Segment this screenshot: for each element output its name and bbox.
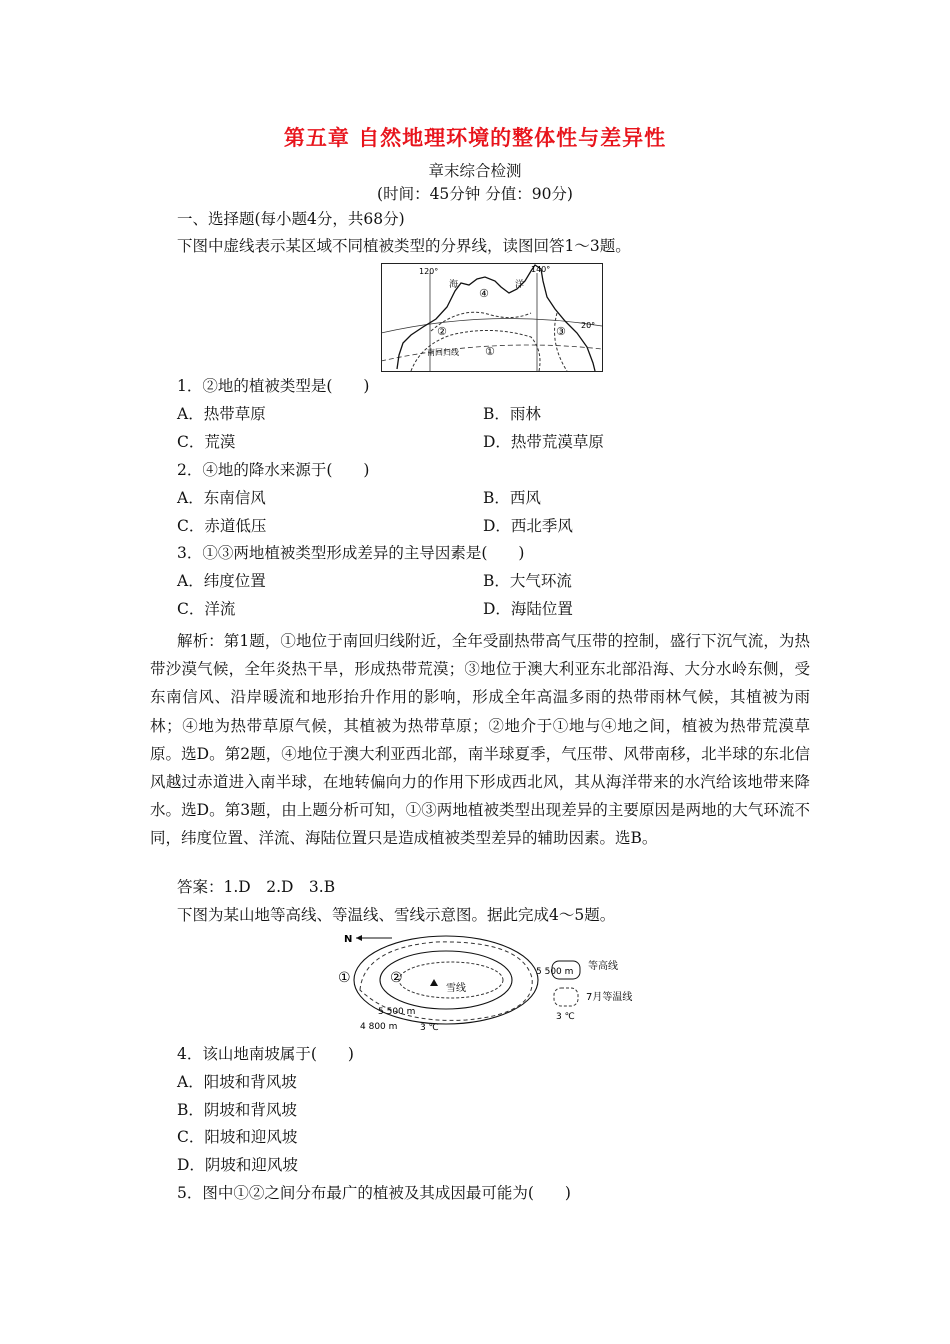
tropic-label: 南回归线: [427, 348, 459, 357]
lon-label-120: 120°: [419, 267, 439, 276]
isotherm-label: 3 ℃: [420, 1023, 439, 1033]
q2-stem: 2．④地的降水来源于( ): [177, 461, 370, 479]
q2-option-a: A．东南信风: [177, 489, 266, 507]
contour-4800-label: 4 800 m: [360, 1022, 398, 1032]
question-intro-2: 下图为某山地等高线、等温线、雪线示意图。据此完成4～5题。: [177, 906, 616, 924]
q2-option-c: C．赤道低压: [177, 517, 267, 535]
q4-option-b: B．阴坡和背风坡: [177, 1101, 297, 1119]
q3-option-d: D．海陆位置: [483, 600, 573, 618]
lat-label-20: 20°: [581, 321, 596, 330]
q4-stem: 4．该山地南坡属于( ): [177, 1045, 354, 1063]
contour-5500-label: 5 500 m: [378, 1007, 416, 1017]
sea-label: 海: [449, 280, 459, 290]
q2-option-d: D．西北季风: [483, 517, 573, 535]
peak-triangle-icon: [430, 979, 438, 986]
q4-option-d: D．阴坡和迎风坡: [177, 1156, 298, 1174]
north-label: N: [344, 934, 353, 945]
point-1-label: ①: [338, 970, 351, 986]
chapter-title: 第五章 自然地理环境的整体性与差异性: [283, 126, 667, 150]
point-4-label: ④: [479, 287, 489, 300]
legend-isotherm-value: 3 ℃: [556, 1012, 575, 1022]
lon-label-140: 140°: [531, 265, 551, 274]
q1-option-b: B．雨林: [483, 405, 541, 423]
subtitle: 章末综合检测: [428, 162, 522, 180]
answer-line: 答案：1.D 2.D 3.B: [177, 878, 336, 896]
q3-option-c: C．洋流: [177, 600, 236, 618]
q1-stem: 1．②地的植被类型是( ): [177, 377, 370, 395]
q4-option-a: A．阳坡和背风坡: [177, 1073, 297, 1091]
section-heading: 一、选择题(每小题4分，共68分): [177, 210, 405, 228]
australia-vegetation-map: [381, 263, 603, 372]
q5-stem: 5．图中①②之间分布最广的植被及其成因最可能为( ): [177, 1184, 571, 1202]
question-intro-1: 下图中虚线表示某区域不同植被类型的分界线，读图回答1～3题。: [177, 237, 631, 255]
time-info: (时间：45分钟 分值：90分): [377, 185, 573, 203]
legend-isotherm-label: 7月等温线: [586, 992, 633, 1003]
point-1-label: ①: [485, 345, 495, 358]
snowline-label: 雪线: [446, 983, 466, 994]
q1-option-d: D．热带荒漠草原: [483, 433, 604, 451]
q1-option-c: C．荒漠: [177, 433, 236, 451]
north-arrow-icon: [356, 935, 362, 941]
analysis-paragraph: 解析：第1题，①地位于南回归线附近，全年受副热带高气压带的控制，盛行下沉气流，为热带沙漠气候，全年炎热干旱，形成热带荒漠；③地位于澳大利亚东北部沿海、大分水岭东侧，受东南信风、沿岸暖流和地形抬升作用的影响，形成全年高温多雨的热带雨林气候，其植被为雨林；④地为热带草原气候，其植被为热带草原；②地介于①地与④地之间，植被为热带荒漠草原。选D。第2题，④地位于澳大利亚西北部，南半球夏季，气压带、风带南移，北半球的东北信风越过赤道进入南半球，在地转偏向力的作用下形成西北风，其从海洋带来的水汽给该地带来降水。选D。第3题，由上题分析可知，①③两地植被类型出现差异的主要原因是两地的大气环流不同，纬度位置、洋流、海陆位置只是造成植被类型差异的辅助因素。选B。: [150, 632, 810, 848]
legend-contour-label: 等高线: [588, 961, 618, 972]
mountain-contour-diagram: [336, 928, 656, 1036]
q3-option-b: B．大气环流: [483, 572, 572, 590]
q4-option-c: C．阳坡和迎风坡: [177, 1128, 298, 1146]
point-2-label: ②: [390, 970, 403, 986]
point-2-label: ②: [437, 325, 447, 338]
point-3-label: ③: [556, 325, 566, 338]
legend-contour-value: 5 500 m: [536, 967, 574, 977]
legend-isotherm-icon: [554, 988, 578, 1006]
q3-option-a: A．纬度位置: [177, 572, 266, 590]
q2-option-b: B．西风: [483, 489, 541, 507]
ocean-label: 洋: [515, 280, 525, 290]
q1-option-a: A．热带草原: [177, 405, 266, 423]
q3-stem: 3．①③两地植被类型形成差异的主导因素是( ): [177, 544, 525, 562]
